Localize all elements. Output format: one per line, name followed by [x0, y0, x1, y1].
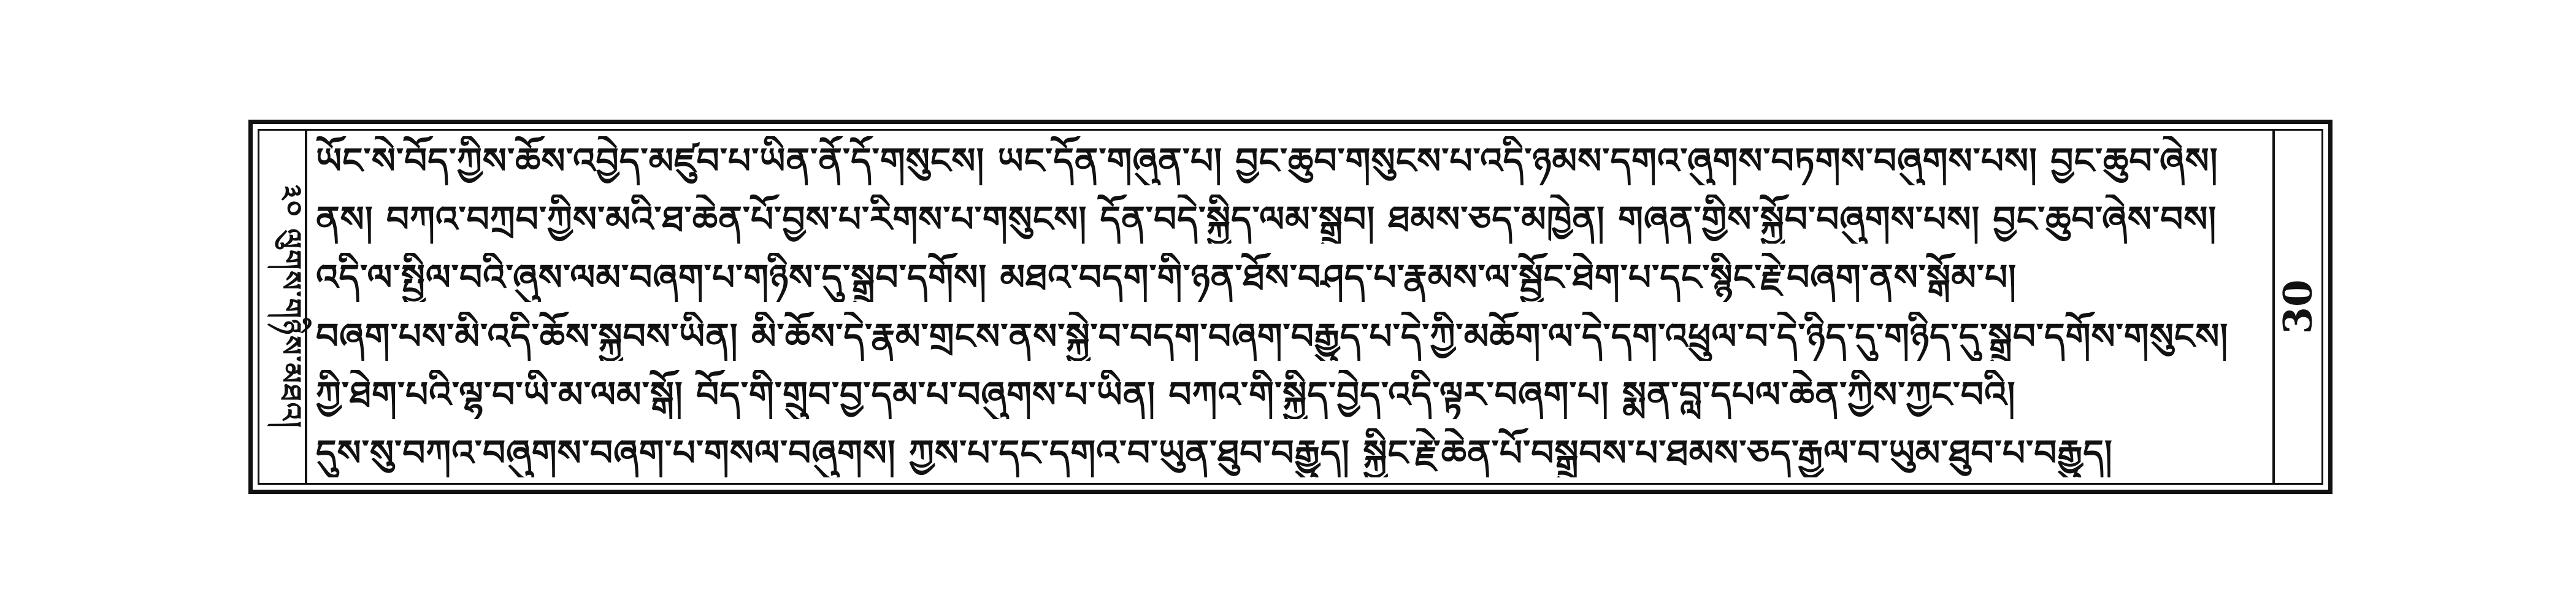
left-margin: [259, 131, 307, 483]
page-number: 30: [2275, 279, 2321, 334]
right-margin: [2272, 131, 2321, 483]
text-line-2: ནས། བཀའ་བཀྲབ་ཀྱིས་མའི་ཐ་ཆེན་པོ་བྱས་པ་རིགས་པ་གསུངས། དོན་བདེ་སྐྱིད་ལམ་སྒྲུབ། ཐམས་ཅད་མཁྱེན། གཞན་གྱིས་སྐྱོབ་བཞུགས་པས། བྱང་ཆུབ་ཞེས་བས།: [316, 198, 2217, 241]
text-line-6: དུས་སུ་བཀའ་བཞུགས་བཞག་པ་གསལ་བཞུགས། ཀྱས་པ་དང་དགའ་བ་ཡུན་ཐུབ་བརྒྱུད། སྐྱིང་རྗེ་ཆེན་པོ་བསྒྲུབས་པ་ཐམས་ཅད་རྒྱལ་བ་ཡུམ་ཐུབ་པ་བརྒྱུད།: [316, 431, 2113, 474]
text-line-5: ཀྱི་ཐེག་པའི་ལྷ་བ་ཡི་མ་ལམ་སྒོ། བོད་གི་གྲུབ་བྱ་དམ་པ་བཞུགས་པ་ཡིན། བཀའ་གི་སྐྱིད་བྱེད་འདི་ལྟར་བཞག་པ། སྨན་བླ་དཔལ་ཆེན་ཀྱིས་ཀྱང་བའི།: [316, 373, 2016, 415]
folio-title: ༣༠ ལུགས་གཉིས་མཐའ།: [274, 185, 308, 429]
text-line-1: ཡོང་སེ་བོད་ཀྱིས་ཆོས་འབྱེད་མཛུབ་པ་ཡིན་ནོ་དོ་གསུངས། ཡང་དོན་གཞུན་པ། བྱང་ཆུབ་གསུངས་པ་འདི་ཉམས་དགའ་ཞུགས་བཏགས་བཞུགས་པས། བྱང་ཆུབ་ཞེས།: [316, 140, 2218, 182]
text-line-3: འདི་ལ་སྤྱིལ་བའི་ཞུས་ལམ་བཞག་པ་གཉིས་དུ་སྒྲུབ་དགོས། མཐའ་བདག་གི་ཉན་ཐོས་བཤད་པ་རྣམས་ལ་སྦྱོང་ཐེག་པ་དང་སྙིང་རྗེ་བཞག་ནས་སྒོམ་པ།: [316, 256, 2017, 299]
text-line-4: བཞག་པས་མི་འདི་ཆོས་སྐྱབས་ཡིན། མི་ཆོས་དེ་རྣམ་གྲངས་ནས་སྐྱེ་བ་བདག་བཞག་བརྒྱུད་པ་དེ་ཀྱི་མཆོག་ལ་དེ་དག་འཕྲུལ་བ་དེ་ཉིད་དུ་གཉིད་དུ་སྒྲུབ་དགོས་གསུངས།: [316, 315, 2229, 357]
text-body: [316, 136, 2266, 477]
